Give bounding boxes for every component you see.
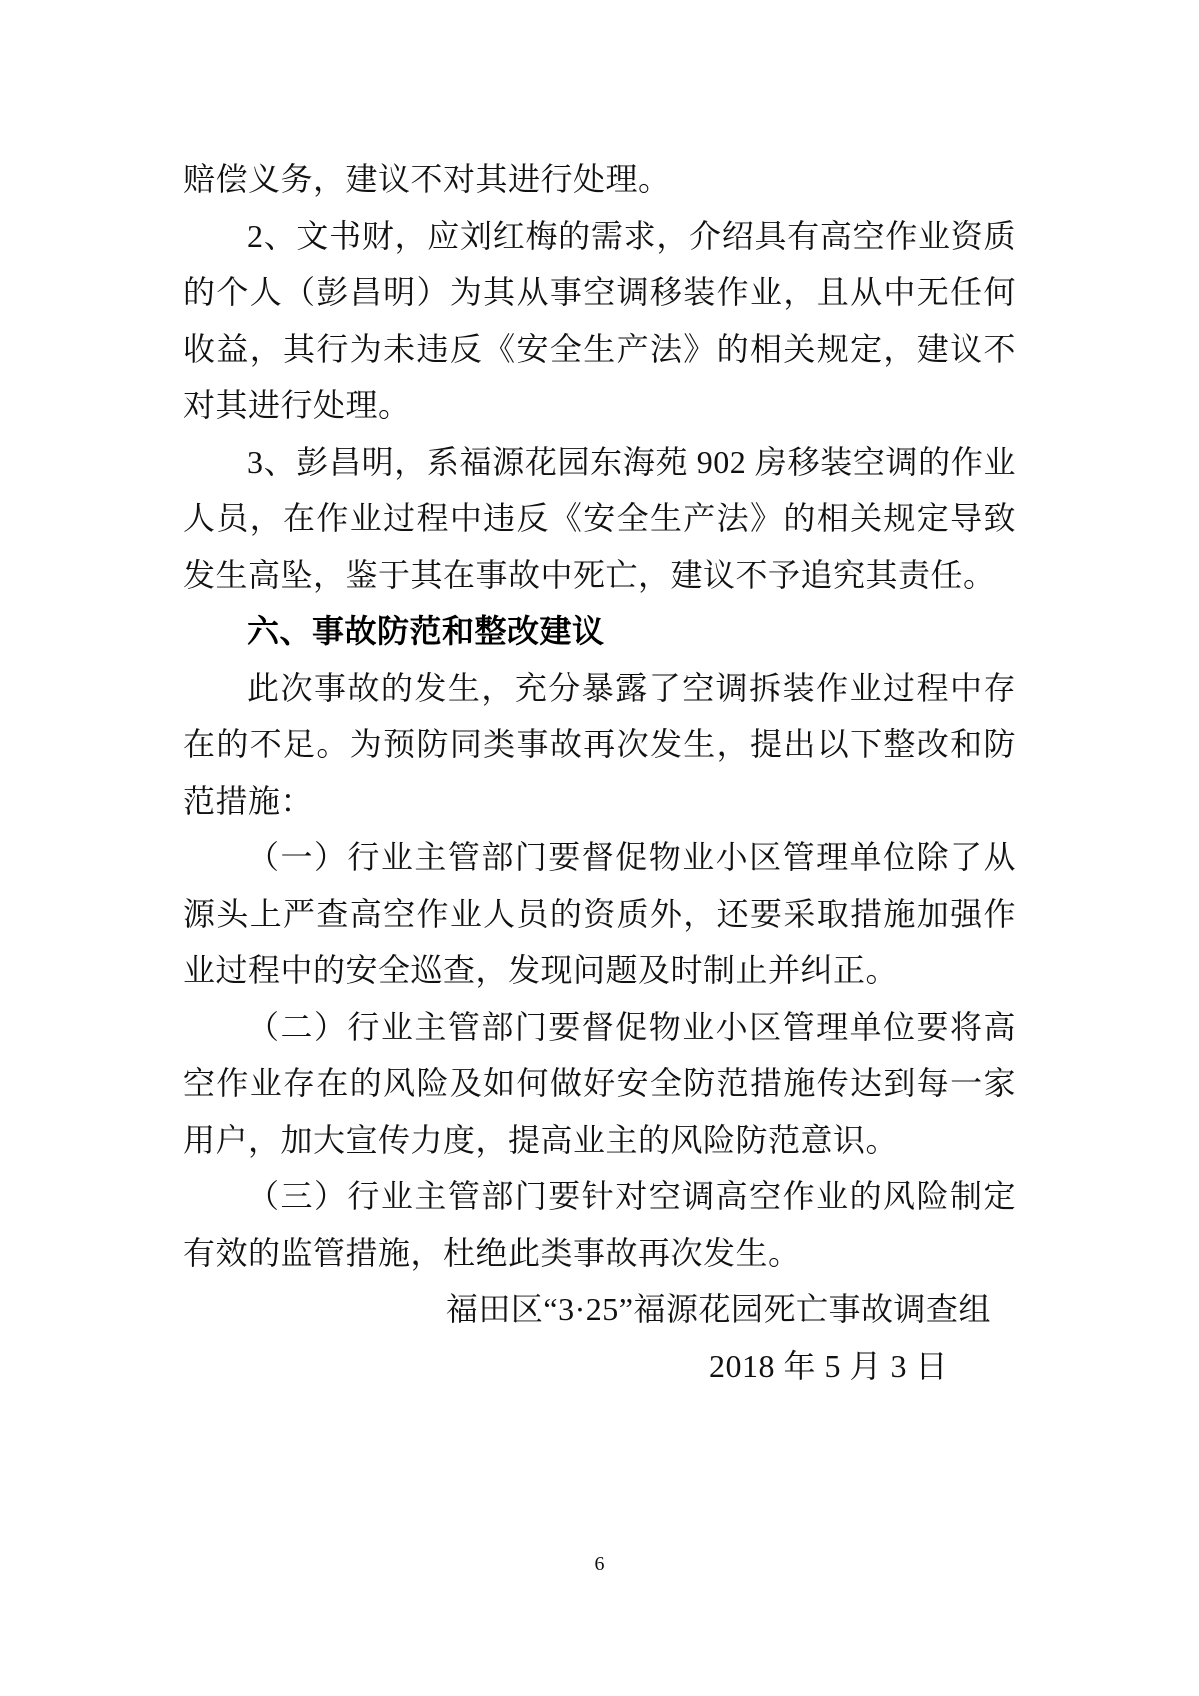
page-number: 6: [594, 1553, 605, 1575]
paragraph-item-2: 2、文书财，应刘红梅的需求，介绍具有高空作业资质的个人（彭昌明）为其从事空调移装作业，且从中无任何收益，其行为未违反《安全生产法》的相关规定，建议不对其进行处理。: [183, 217, 1016, 423]
paragraph-item-3: 3、彭昌明，系福源花园东海苑 902 房移装空调的作业人员，在作业过程中违反《安全生产法》的相关规定导致发生高坠，鉴于其在事故中死亡，建议不予追究其责任。: [183, 443, 1016, 593]
paragraph-intro: 此次事故的发生，充分暴露了空调拆装作业过程中存在的不足。为预防同类事故再次发生，提出以下整改和防范措施：: [183, 669, 1016, 819]
paragraph-measure-1: （一）行业主管部门要督促物业小区管理单位除了从源头上严查高空作业人员的资质外，还要采取措施加强作业过程中的安全巡查，发现问题及时制止并纠正。: [183, 839, 1016, 988]
paragraph-continuation: 赔偿义务，建议不对其进行处理。: [183, 161, 671, 197]
signature-date: 2018 年 5 月 3 日: [708, 1347, 948, 1384]
document-body: [183, 151, 1016, 1394]
section-heading: 六、事故防范和整改建议: [247, 613, 605, 649]
paragraph-measure-2: （二）行业主管部门要督促物业小区管理单位要将高空作业存在的风险及如何做好安全防范措施传达到每一家用户，加大宣传力度，提高业主的风险防范意识。: [183, 1008, 1016, 1158]
paragraph-measure-3: （三）行业主管部门要针对空调高空作业的风险制定有效的监管措施，杜绝此类事故再次发生。: [183, 1178, 1016, 1271]
signature-organization: 福田区“3·25”福源花园死亡事故调查组: [445, 1291, 991, 1327]
